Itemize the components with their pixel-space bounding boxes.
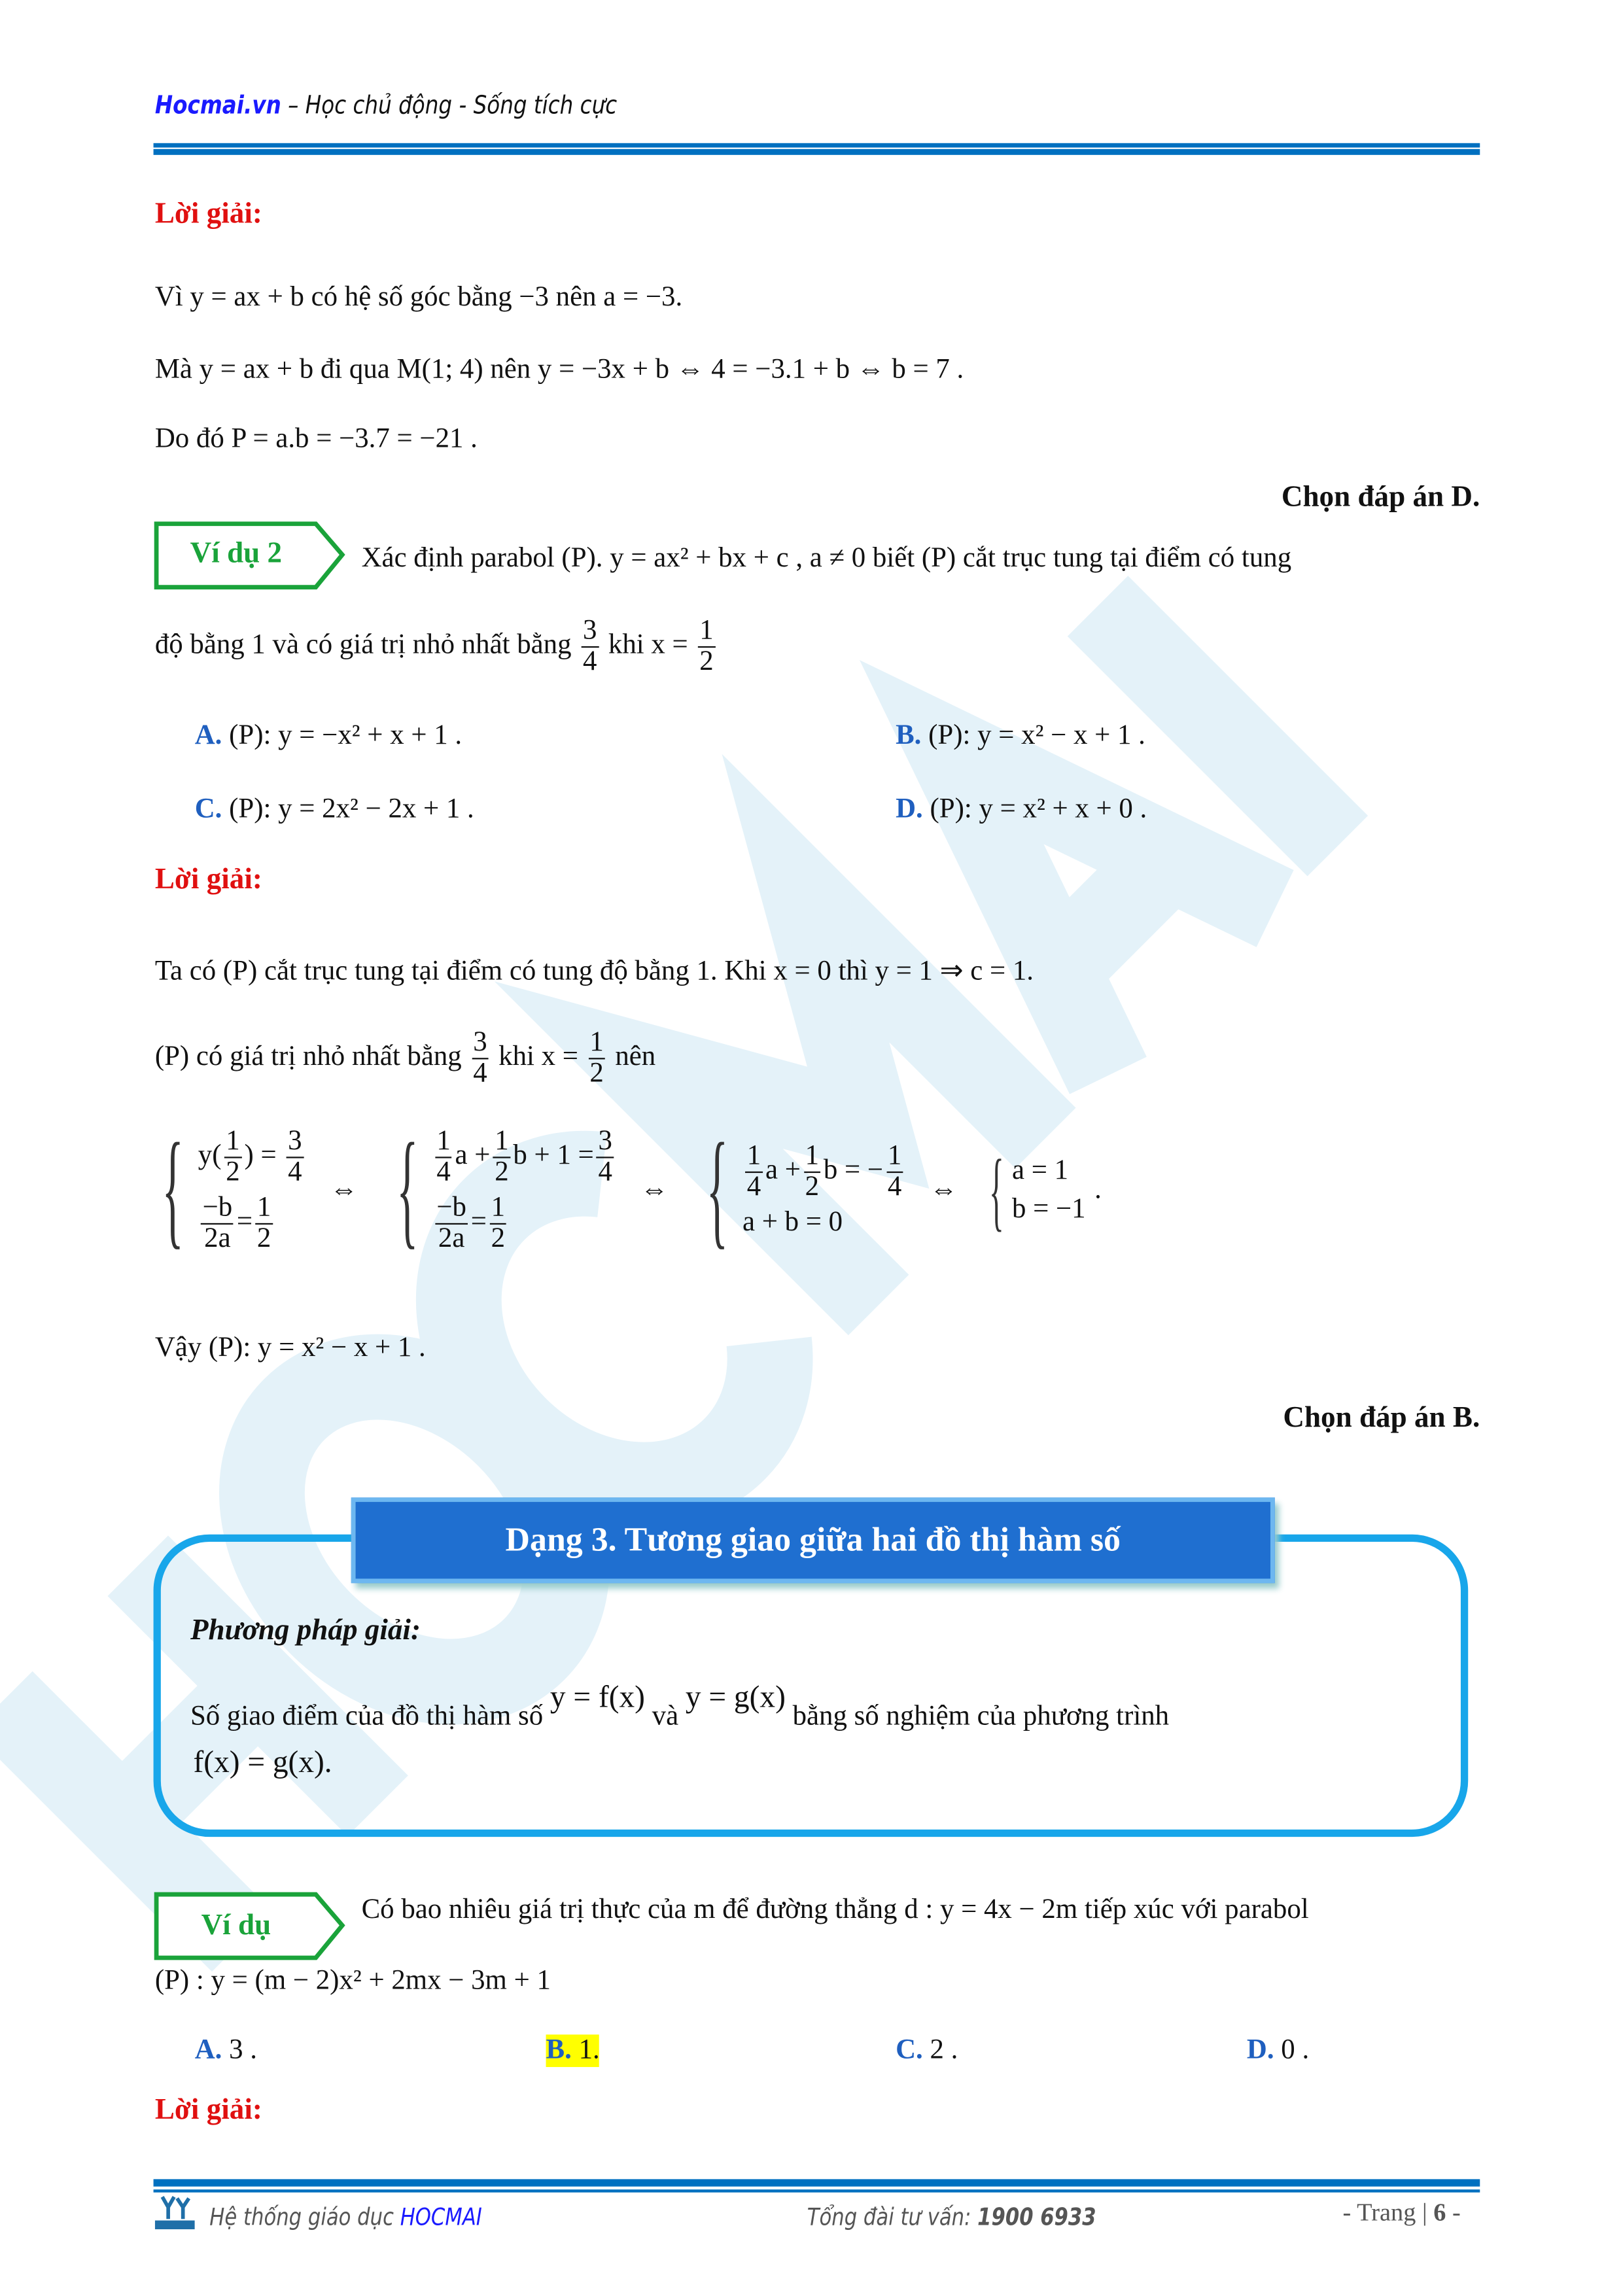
math-fragment: { — [396, 1118, 418, 1262]
math-fragment: 4 — [887, 1170, 902, 1202]
math-fragment: b + 1 = — [513, 1140, 594, 1172]
math-fragment: y — [198, 1140, 213, 1172]
math-fragment: - Trang | — [1342, 2198, 1434, 2227]
math-fragment — [1012, 1155, 1086, 1226]
math-fragment: bằng số nghiệm của phương trình — [785, 1701, 1170, 1732]
method-equation — [193, 1744, 332, 1781]
example-badge — [154, 1892, 343, 1960]
option-b[interactable] — [896, 720, 1145, 753]
question-text-2: (P) : y = (m − 2)x² + 2mx − 3m + 1 — [154, 1965, 551, 1996]
math-fragment: 2 — [805, 1170, 820, 1202]
header-divider — [154, 143, 1480, 148]
page-number — [1343, 2199, 1461, 2228]
solution-heading: Lời giải: — [154, 863, 262, 896]
text-line: Mà y = ax + b đi qua M(1; 4) nên y = −3x + b ⇔ 4 = −3.1 + b ⇔ b = 7 . — [154, 354, 964, 385]
option-a[interactable] — [195, 2034, 257, 2067]
math-fragment: 4 — [288, 1157, 302, 1188]
footer-divider — [154, 2179, 1480, 2186]
math-fragment: 3 . — [222, 2034, 257, 2066]
example-badge-label: Ví dụ — [201, 1909, 271, 1942]
question-text-2 — [155, 617, 718, 677]
math-fragment: 1 — [256, 1194, 273, 1225]
graphic-shape — [155, 2221, 195, 2230]
math-fragment — [493, 1127, 510, 1187]
math-fragment: 3 — [287, 1127, 304, 1158]
answer-choice: Chọn đáp án B. — [1283, 1401, 1480, 1435]
math-fragment: 1 — [886, 1141, 903, 1172]
math-fragment — [201, 1194, 234, 1254]
math-fragment — [198, 1194, 306, 1254]
math-fragment — [224, 1127, 241, 1187]
iff-symbol: ⇔ — [330, 1174, 358, 1206]
math-fragment: 1. — [571, 2034, 600, 2066]
math-fragment: { — [989, 1141, 1004, 1240]
option-b-highlighted[interactable] — [546, 2034, 600, 2067]
footer-system — [209, 2202, 482, 2231]
math-fragment: . — [324, 1744, 332, 1780]
option-d[interactable] — [1247, 2034, 1309, 2067]
math-fragment: 2 — [495, 1157, 509, 1188]
math-fragment: 1 — [746, 1141, 763, 1172]
option-c[interactable] — [195, 793, 474, 826]
option-d[interactable] — [896, 793, 1147, 826]
numerator: 3 — [582, 617, 599, 648]
header-divider-2 — [154, 149, 1480, 155]
text-line: Vì y = ax + b có hệ số góc bằng −3 nên a = −3. — [154, 281, 683, 313]
option-text: (P): y = x² + x + 0 . — [930, 793, 1147, 825]
system-2 — [381, 1118, 616, 1262]
math-fragment: a + — [455, 1140, 491, 1172]
question-text: Xác định parabol (P). y = ax² + bx + c , a ≠ 0 biết (P) cắt trục tung tại điểm có tung — [361, 543, 1292, 574]
option-label: D. — [896, 793, 923, 825]
math-fragment: 2 — [256, 1223, 271, 1255]
denominator: 4 — [583, 646, 597, 678]
text: khi x = — [608, 629, 688, 661]
iff-symbol: ⇔ — [930, 1174, 958, 1206]
system-3 — [692, 1118, 906, 1262]
text-line: Ta có (P) cắt trục tung tại điểm có tung độ bằng 1. Khi x = 0 thì y = 1 ⇒ c = 1. — [154, 956, 1034, 987]
option-a[interactable] — [195, 720, 462, 753]
math-fragment: y = f(x) — [550, 1679, 645, 1714]
solution-heading: Lời giải: — [154, 2093, 262, 2127]
solution-heading: Lời giải: — [154, 198, 262, 230]
numerator: 3 — [472, 1028, 489, 1059]
example-badge — [154, 521, 343, 589]
equation-system — [148, 1118, 1102, 1262]
math-fragment: Tổng đài tư vấn: — [807, 2202, 978, 2231]
math-fragment: - — [1446, 2198, 1461, 2227]
footer-hotline — [807, 2202, 1096, 2231]
section-title: Dạng 3. Tương giao giữa hai đồ thị hàm số — [351, 1497, 1275, 1583]
footer-divider-2 — [154, 2189, 1480, 2193]
math-fragment: và — [644, 1701, 686, 1732]
math-fragment — [746, 1141, 763, 1202]
math-fragment: = — [470, 1206, 487, 1238]
option-text: (P): y = 2x² − 2x + 1 . — [229, 793, 474, 825]
math-fragment: f(x) = g(x) — [193, 1744, 324, 1780]
math-fragment: 2a — [204, 1223, 231, 1255]
math-fragment: y( $\frac{1}{2}$ ) = $\frac{3}{4}$ — [198, 1127, 306, 1187]
fraction — [582, 617, 599, 677]
math-fragment: 3 — [597, 1127, 614, 1158]
method-heading: Phương pháp giải: — [190, 1614, 421, 1647]
hocmai-logo — [155, 2194, 195, 2229]
system-4 — [981, 1141, 1086, 1240]
denominator: 2 — [699, 646, 714, 678]
answer-choice: Chọn đáp án D. — [1281, 481, 1480, 513]
math-fragment: D. — [1246, 2034, 1274, 2066]
option-label: B. — [896, 720, 922, 752]
option-text: (P): y = x² − x + 1 . — [928, 720, 1145, 752]
numerator: 1 — [588, 1028, 605, 1059]
math-fragment — [256, 1194, 273, 1254]
math-fragment — [432, 1127, 617, 1253]
math-fragment: 0 . — [1274, 2034, 1310, 2066]
period: . — [1094, 1174, 1102, 1206]
math-fragment: 1 — [493, 1127, 510, 1158]
math-fragment — [597, 1127, 614, 1187]
denominator: 2 — [589, 1058, 604, 1089]
method-text — [190, 1679, 1170, 1732]
math-fragment — [287, 1127, 304, 1187]
math-fragment: A. — [194, 2034, 222, 2066]
fraction — [588, 1028, 605, 1088]
header-slogan: – Học chủ động - Sống tích cực — [281, 91, 618, 121]
math-fragment: = — [260, 1140, 277, 1172]
math-fragment — [435, 1194, 468, 1254]
math-fragment: 4 — [746, 1170, 761, 1202]
math-fragment: 1900 6933 — [977, 2202, 1096, 2231]
option-text: (P): y = −x² + x + 1 . — [229, 720, 462, 752]
math-fragment: −b — [435, 1194, 468, 1225]
system-1 — [148, 1118, 307, 1262]
math-fragment: C. — [896, 2034, 923, 2066]
text: nên — [615, 1041, 656, 1073]
math-fragment: { — [706, 1118, 729, 1262]
denominator: 4 — [473, 1058, 487, 1089]
math-fragment: b = −1 — [1011, 1193, 1086, 1225]
math-fragment: b = − — [823, 1154, 884, 1185]
math-fragment: Hệ thống giáo dục — [209, 2202, 400, 2231]
header-brand[interactable]: Hocmai.vn — [154, 91, 281, 121]
math-fragment — [489, 1194, 506, 1254]
math-fragment: 4 — [598, 1157, 612, 1188]
text-line — [155, 1028, 655, 1088]
math-fragment: 1 — [224, 1127, 241, 1158]
math-fragment: 2 . — [922, 2034, 958, 2066]
math-fragment — [803, 1141, 820, 1202]
math-fragment: −b — [201, 1194, 234, 1225]
iff-symbol: ⇔ — [640, 1174, 669, 1206]
math-fragment: 1 — [435, 1127, 452, 1158]
math-fragment: a = 1 — [1011, 1155, 1069, 1187]
footer-brand[interactable]: HOCMAI — [400, 2202, 482, 2231]
math-fragment: 6 — [1433, 2198, 1446, 2227]
math-fragment — [886, 1141, 903, 1202]
math-fragment: y = g(x) — [685, 1679, 786, 1714]
math-fragment: 1 — [803, 1141, 820, 1172]
graphic-shape — [177, 2199, 189, 2219]
math-fragment — [432, 1194, 617, 1254]
fraction — [698, 617, 715, 677]
math-fragment: 2 — [226, 1157, 240, 1188]
math-fragment — [742, 1141, 906, 1202]
math-fragment — [435, 1127, 452, 1187]
text-line: Do đó P = a.b = −3.7 = −21 . — [154, 423, 478, 455]
math-fragment: a + b = 0 — [742, 1207, 843, 1239]
math-fragment: a + — [765, 1154, 801, 1185]
header — [155, 92, 617, 121]
option-label: C. — [194, 793, 222, 825]
math-fragment: B. — [546, 2034, 572, 2066]
text-line: Vậy (P): y = x² − x + 1 . — [154, 1332, 426, 1364]
math-fragment: Số giao điểm của đồ thị hàm số — [190, 1701, 550, 1732]
math-fragment — [742, 1141, 906, 1240]
text: khi x = — [498, 1041, 578, 1073]
numerator: 1 — [698, 617, 715, 648]
math-fragment — [198, 1127, 306, 1253]
text: (P) có giá trị nhỏ nhất bằng — [154, 1041, 462, 1073]
graphic-shape — [162, 2197, 174, 2219]
graphic-shape — [155, 2194, 195, 2229]
graphic-shape — [162, 2197, 189, 2219]
math-fragment: 1 — [489, 1194, 506, 1225]
math-fragment: 2 — [491, 1223, 506, 1255]
math-fragment: 2a — [438, 1223, 465, 1255]
example-badge-label: Ví dụ 2 — [190, 537, 283, 570]
option-label: A. — [194, 720, 222, 752]
math-fragment: = — [236, 1206, 253, 1238]
text: độ bằng 1 và có giá trị nhỏ nhất bằng — [154, 629, 572, 661]
math-fragment: 4 — [436, 1157, 451, 1188]
fraction — [472, 1028, 489, 1088]
question-text: Có bao nhiêu giá trị thực của m để đường thẳng d : y = 4x − 2m tiếp xúc với parabol — [361, 1894, 1309, 1926]
math-fragment: { — [162, 1118, 184, 1262]
math-fragment — [432, 1127, 617, 1187]
option-c[interactable] — [896, 2034, 958, 2067]
